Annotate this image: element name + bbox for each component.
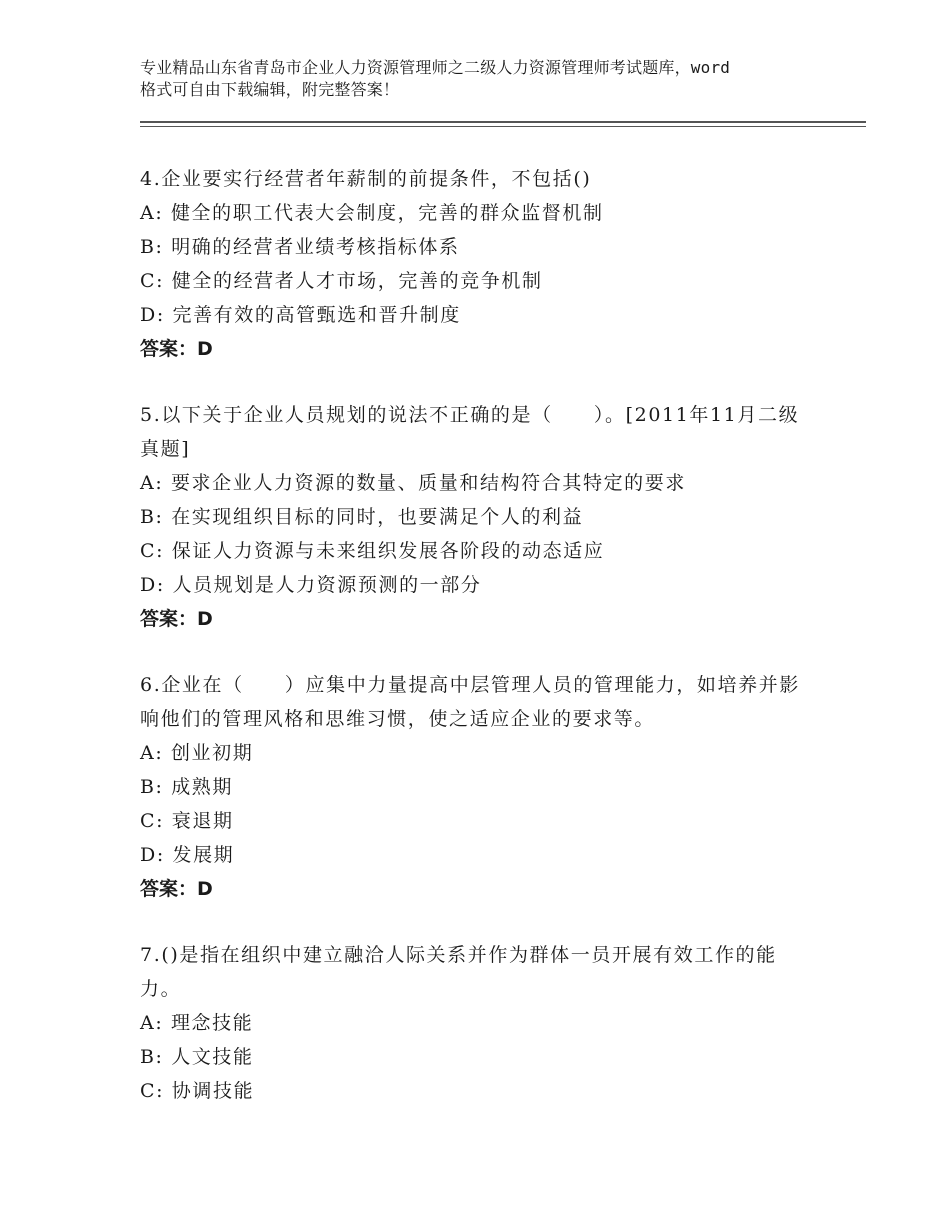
header-line-1: 专业精品山东省青岛市企业人力资源管理师之二级人力资源管理师考试题库，word: [140, 58, 731, 77]
option-d: D: 发展期: [140, 844, 235, 866]
question-title: 5.以下关于企业人员规划的说法不正确的是（ ）。[2011年11月二级真题]: [140, 404, 800, 460]
question-7: [140, 938, 810, 1108]
question-spacer: [140, 366, 810, 398]
option-c: C: 保证人力资源与未来组织发展各阶段的动态适应: [140, 540, 605, 562]
question-title: 6.企业在（ ）应集中力量提高中层管理人员的管理能力，如培养并影响他们的管理风格和思维习惯，使之适应企业的要求等。: [140, 674, 800, 730]
option-d: D: 完善有效的高管甄选和晋升制度: [140, 304, 461, 326]
question-spacer: [140, 906, 810, 938]
option-c: C: 健全的经营者人才市场，完善的竞争机制: [140, 270, 543, 292]
question-list: [140, 162, 810, 1108]
question-spacer: [140, 636, 810, 668]
answer: 答案：D: [140, 608, 213, 630]
option-d: D: 人员规划是人力资源预测的一部分: [140, 574, 482, 596]
question-5: [140, 398, 810, 636]
answer: 答案：D: [140, 338, 213, 360]
option-c: C: 协调技能: [140, 1080, 255, 1102]
header-divider-thin: [140, 126, 866, 127]
question-4: [140, 162, 810, 366]
question-title: 4.企业要实行经营者年薪制的前提条件，不包括(): [140, 168, 592, 190]
header-divider-thick: [140, 121, 866, 123]
option-a: A: 理念技能: [140, 1012, 254, 1034]
option-a: A: 创业初期: [140, 742, 254, 764]
question-title: 7.()是指在组织中建立融洽人际关系并作为群体一员开展有效工作的能力。: [140, 944, 777, 1000]
question-6: [140, 668, 810, 906]
option-b: B: 在实现组织目标的同时，也要满足个人的利益: [140, 506, 584, 528]
document-header: [140, 57, 840, 101]
option-a: A: 健全的职工代表大会制度，完善的群众监督机制: [140, 202, 604, 224]
option-a: A: 要求企业人力资源的数量、质量和结构符合其特定的要求: [140, 472, 686, 494]
option-b: B: 明确的经营者业绩考核指标体系: [140, 236, 460, 258]
option-c: C: 衰退期: [140, 810, 234, 832]
answer: 答案：D: [140, 878, 213, 900]
option-b: B: 成熟期: [140, 776, 234, 798]
header-line-2: 格式可自由下载编辑，附完整答案！: [140, 80, 400, 99]
option-b: B: 人文技能: [140, 1046, 254, 1068]
